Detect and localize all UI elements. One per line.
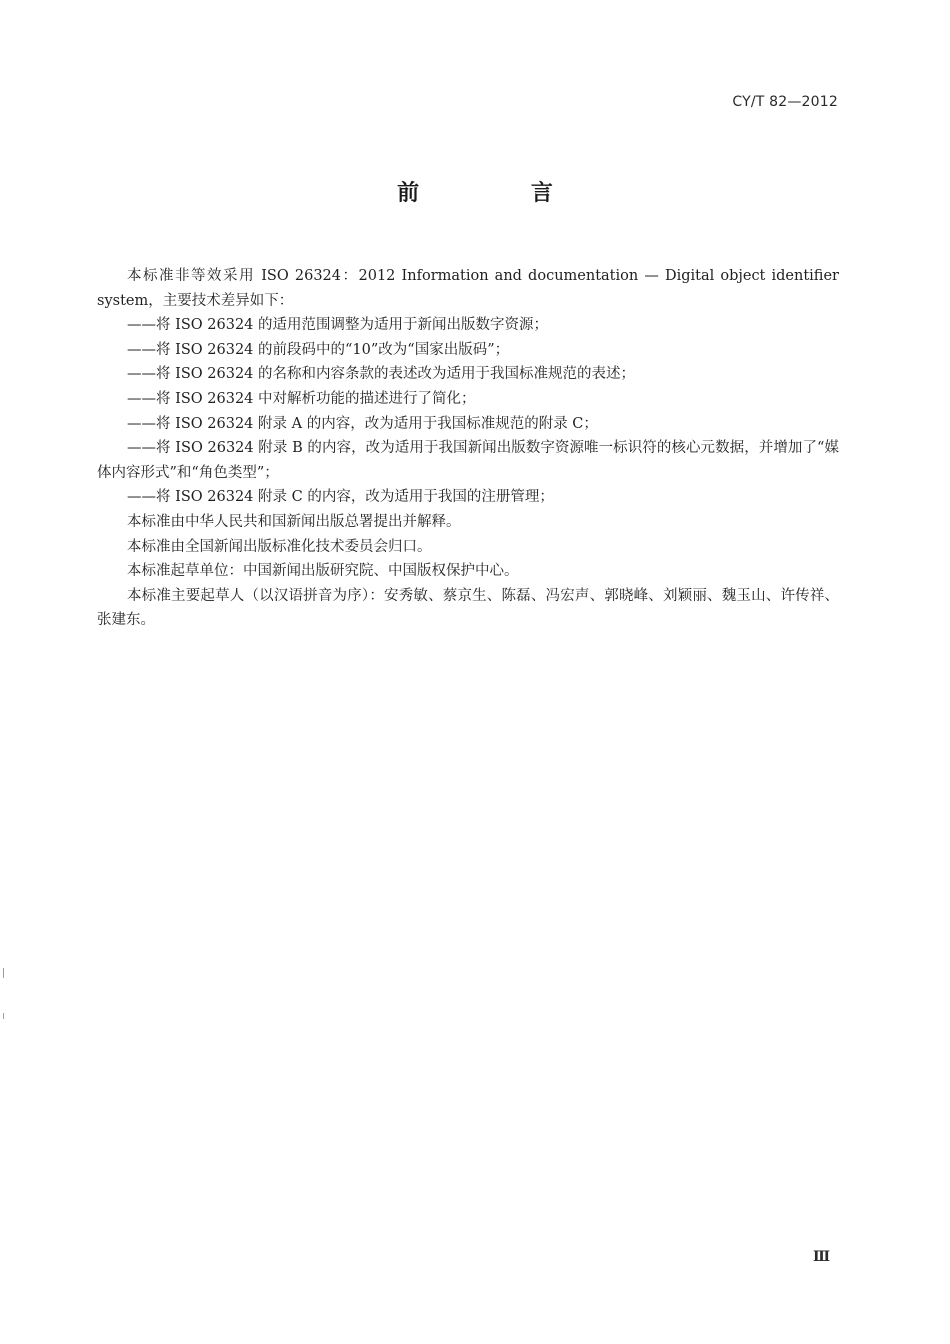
scan-mark xyxy=(3,968,4,978)
paragraph: ——将 ISO 26324 中对解析功能的描述进行了简化； xyxy=(127,390,476,407)
paragraph: 本标准由中华人民共和国新闻出版总署提出并解释。 xyxy=(127,513,461,530)
paragraph: ——将 ISO 26324 附录 A 的内容，改为适用于我国标准规范的附录 C； xyxy=(127,415,598,432)
paragraph: ——将 ISO 26324 的名称和内容条款的表述改为适用于我国标准规范的表述； xyxy=(127,366,636,383)
page-number: Ⅲ xyxy=(812,1249,830,1265)
paragraph: 本标准由全国新闻出版标准化技术委员会归口。 xyxy=(127,538,432,555)
paragraph: 本标准非等效采用 ISO 26324：2012 Information and documentation — Digital object identifier system，主要技术差异如下： xyxy=(97,268,839,309)
standard-code: CY/T 82—2012 xyxy=(732,94,838,110)
paragraph: 本标准起草单位：中国新闻出版研究院、中国版权保护中心。 xyxy=(127,563,519,580)
paragraph: 本标准主要起草人（以汉语拼音为序）：安秀敏、蔡京生、陈磊、冯宏声、郭晓峰、刘颖丽、魏玉山、许传祥、张建东。 xyxy=(97,587,839,629)
scan-mark xyxy=(3,1013,4,1019)
foreword-body xyxy=(97,264,839,633)
paragraph: ——将 ISO 26324 附录 C 的内容，改为适用于我国的注册管理； xyxy=(127,489,554,506)
page-title: 前 言 xyxy=(397,181,605,206)
paragraph: ——将 ISO 26324 的适用范围调整为适用于新闻出版数字资源； xyxy=(127,317,549,334)
paragraph: ——将 ISO 26324 附录 B 的内容，改为适用于我国新闻出版数字资源唯一标识符的核心元数据，并增加了“媒体内容形式”和“角色类型”； xyxy=(97,440,839,481)
paragraph: ——将 ISO 26324 的前段码中的“10”改为“国家出版码”； xyxy=(127,341,510,358)
